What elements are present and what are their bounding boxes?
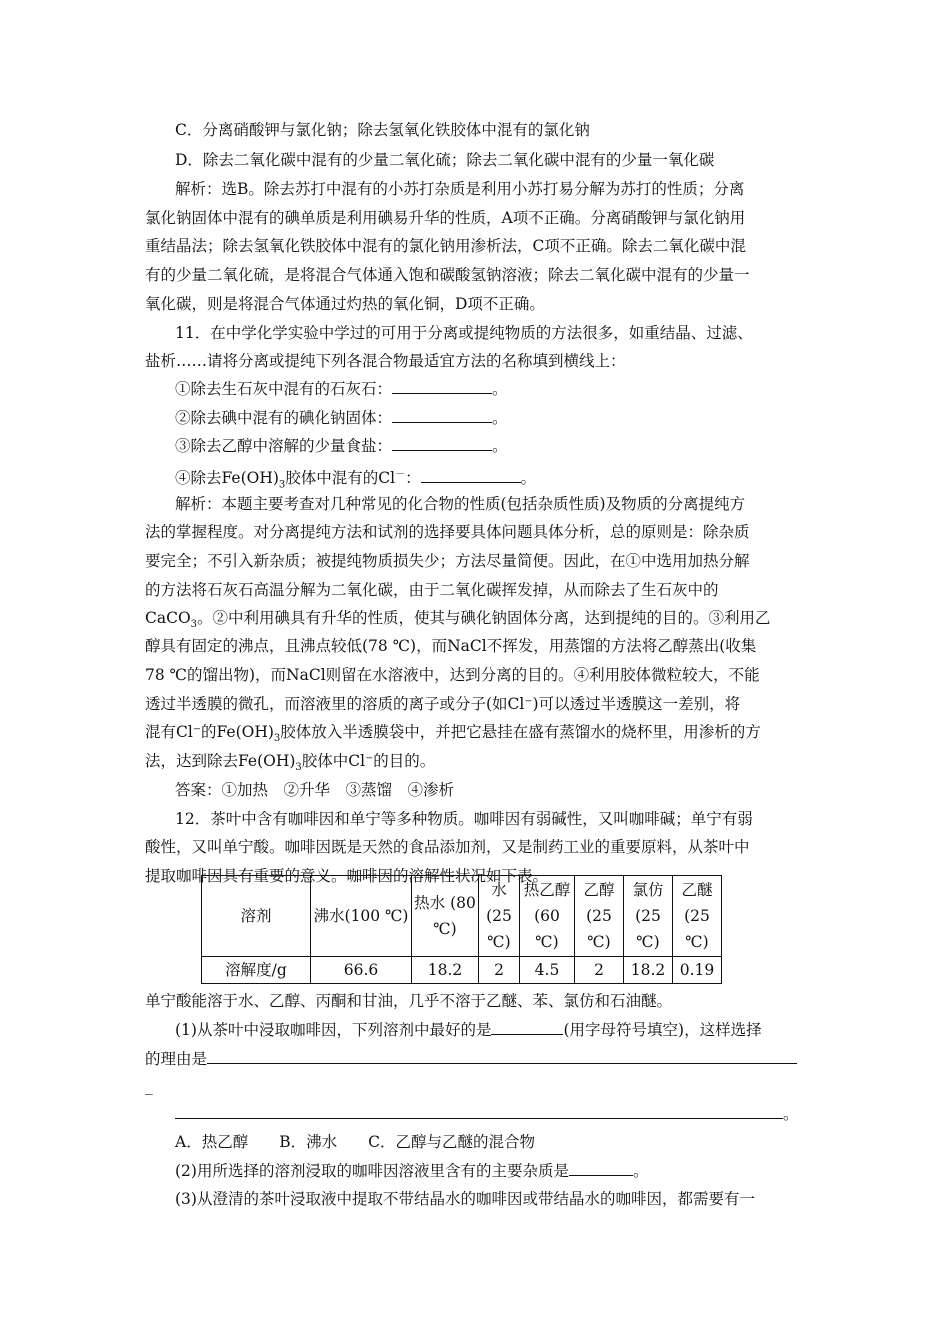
option-d: D．除去二氧化碳中混有的少量二氧化硫；除去二氧化碳中混有的少量一氧化碳 [175,151,715,169]
analysis-line: CaCO$_3$。②中利用碘具有升华的性质，使其与碘化钠固体分离，达到提纯的目的。③利用乙 [145,609,771,631]
analysis-line: 解析：本题主要考查对几种常见的化合物的性质(包括杂质性质)及物质的分离提纯方 [175,495,746,513]
answer-blank[interactable] [569,1159,633,1176]
tannin-note: 单宁酸能溶于水、乙醇、丙酮和甘油，几乎不溶于乙醚、苯、氯仿和石油醚。 [145,992,673,1010]
explanation-line: 氯化钠固体中混有的碘单质是利用碘易升华的性质，A项不正确。分离硝酸钾与氯化钠用 [145,209,746,227]
answer-blank[interactable] [175,1102,783,1119]
dash-mark: _ [145,1077,153,1095]
analysis-line: 混有Cl⁻的$Fe(OH)_3$胶体放入半透膜袋中，并把它悬挂在盛有蒸馏水的烧杯里，用渗析的方 [145,723,761,745]
answer-blank[interactable] [392,406,492,423]
table-cell: 溶剂 [202,876,311,957]
explanation-line: 有的少量二氧化硫，是将混合气体通入饱和碳酸氢钠溶液；除去二氧化碳中混有的少量一 [145,266,750,284]
table-cell: 66.6 [311,957,412,984]
analysis-line: 法，达到除去$Fe(OH)_3$胶体中Cl⁻的目的。 [145,752,436,774]
analysis-line: 要完全；不引入新杂质；被提纯物质损失少；方法尽量简便。因此，在①中选用加热分解 [145,552,750,570]
table-cell: 热水 (80 ℃) [412,876,479,957]
table-cell: 2 [575,957,624,984]
table-cell: 18.2 [412,957,479,984]
explanation-line: 解析：选B。除去苏打中混有的小苏打杂质是利用小苏打易分解为苏打的性质；分离 [175,180,745,198]
analysis-line: 醇具有固定的沸点，且沸点较低(78 ℃)，而NaCl不挥发，用蒸馏的方法将乙醇蒸出(收集 [145,637,757,655]
table-row [202,957,722,984]
explanation-line: 重结晶法；除去氢氧化铁胶体中混有的氯化钠用渗析法，C项不正确。除去二氧化碳中混 [145,237,746,255]
q11-item-3: ③除去乙醇中溶解的少量食盐： 。 [175,433,815,459]
part-1-reason: 的理由是 [145,1046,815,1072]
table-cell: 0.19 [673,957,722,984]
part-1-line: 。 [175,1101,815,1127]
answer-blank[interactable] [392,434,492,451]
table-cell: 4.5 [520,957,575,984]
analysis-line: 的方法将石灰石高温分解为二氧化碳，由于二氧化碳挥发掉，从而除去了生石灰中的 [145,581,719,599]
q11-item-1: ①除去生石灰中混有的石灰石： 。 [175,376,815,402]
analysis-line: 78 ℃的馏出物)，而NaCl则留在水溶液中，达到分离的目的。④利用胶体微粒较大，不能 [145,666,760,684]
explanation-line: 氧化碳，则是将混合气体通过灼热的氧化铜，D项不正确。 [145,295,545,313]
question-11-cont: 盐析……请将分离或提纯下列各混合物最适宜方法的名称填到横线上： [145,352,626,370]
part-1: (1)从茶叶中浸取咖啡因，下列溶剂中最好的是 (用字母符号填空)，这样选择 [175,1017,815,1043]
answer-line: 答案：①加热 ②升华 ③蒸馏 ④渗析 [175,781,455,799]
table-cell: 乙醚 (25 ℃) [673,876,722,957]
table-cell: 热乙醇(60 ℃) [520,876,575,957]
table-cell: 水 (25 ℃) [479,876,520,957]
part-3: (3)从澄清的茶叶浸取液中提取不带结晶水的咖啡因或带结晶水的咖啡因，都需要有一 [175,1190,755,1208]
answer-blank[interactable] [392,377,492,394]
table-header-row [202,876,722,957]
option-c: C．分离硝酸钾与氯化钠；除去氢氧化铁胶体中混有的氯化钠 [175,121,590,139]
question-12: 12．茶叶中含有咖啡因和单宁等多种物质。咖啡因有弱碱性，又叫咖啡碱；单宁有弱 [175,810,753,828]
table-cell: 2 [479,957,520,984]
answer-blank[interactable] [207,1047,797,1064]
table-cell: 溶解度/g [202,957,311,984]
table-cell: 乙醇 (25 ℃) [575,876,624,957]
question-12-cont: 酸性，又叫单宁酸。咖啡因既是天然的食品添加剂，又是制药工业的重要原料，从茶叶中 [145,838,750,856]
question-12-cont: 提取咖啡因具有重要的意义。咖啡因的溶解性状况如下表。 [145,867,549,885]
q11-item-4: ④除去$Fe(OH)_3$胶体中混有的Cl－： 。 [175,462,815,498]
analysis-line: 法的掌握程度。对分离提纯方法和试剂的选择要具体问题具体分析，总的原则是：除杂质 [145,523,750,541]
part-2: (2)用所选择的溶剂浸取的咖啡因溶液里含有的主要杂质是 。 [175,1158,815,1184]
options: A．热乙醇 B．沸水 C．乙醇与乙醚的混合物 [175,1133,535,1151]
table-cell: 沸水(100 ℃) [311,876,412,957]
q11-item-2: ②除去碘中混有的碘化钠固体： 。 [175,405,815,431]
table-cell: 氯仿 (25 ℃) [624,876,673,957]
solubility-table [201,875,722,984]
answer-blank[interactable] [491,1018,563,1035]
analysis-line: 透过半透膜的微孔，而溶液里的溶质的离子或分子(如Cl⁻)可以透过半透膜这一差别，将 [145,695,741,713]
table-cell: 18.2 [624,957,673,984]
answer-blank[interactable] [421,466,521,483]
question-11: 11．在中学化学实验中学过的可用于分离或提纯物质的方法很多，如重结晶、过滤、 [175,324,753,342]
